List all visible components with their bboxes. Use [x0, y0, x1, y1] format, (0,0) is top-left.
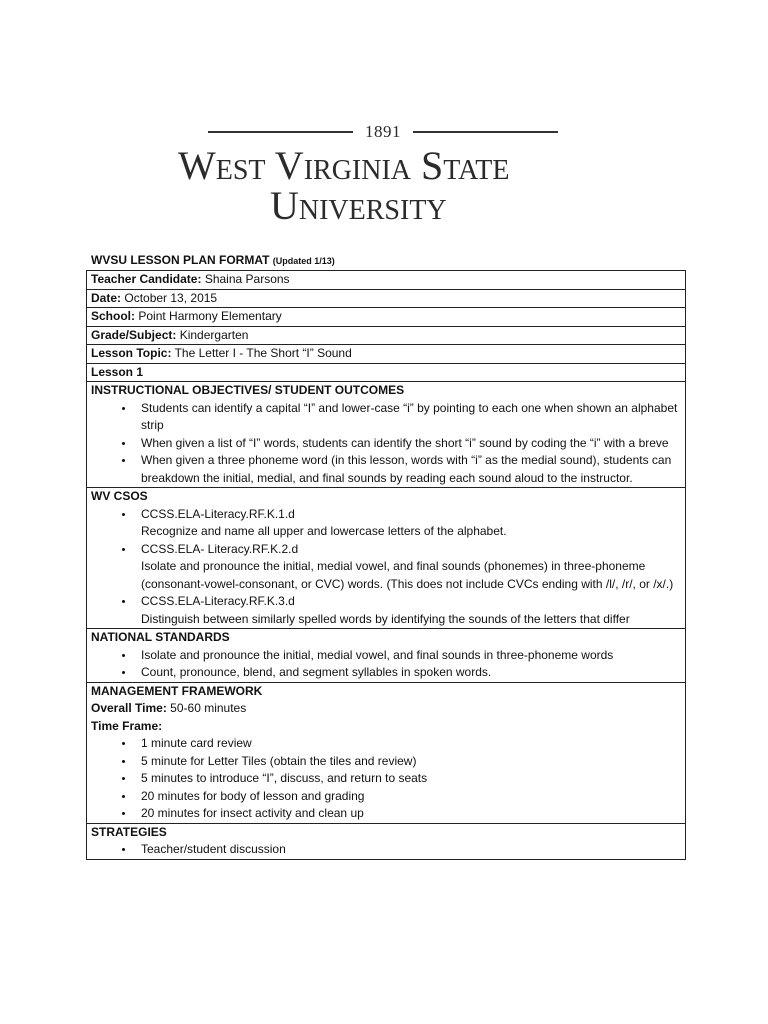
list-item	[135, 593, 681, 628]
row-grade	[87, 326, 686, 345]
list-item: • Count, pronounce, blend, and segment syllables in spoken words.	[135, 664, 681, 682]
row-national	[87, 629, 686, 683]
timeframe-list	[91, 735, 681, 823]
list-item: • Isolate and pronounce the initial, medial vowel, and final sounds in three-phoneme words	[135, 647, 681, 665]
logo-rule-right	[413, 131, 558, 133]
logo-line-1: West Virginia State	[178, 143, 510, 188]
document-updated: (Updated 1/13)	[272, 256, 335, 266]
row-date	[87, 289, 686, 308]
date-label: Date:	[91, 290, 122, 305]
csos-list	[91, 506, 681, 629]
management-heading: MANAGEMENT FRAMEWORK	[91, 683, 263, 698]
topic-value: The Letter I - The Short “I” Sound	[174, 346, 352, 360]
lesson-plan-table	[86, 270, 686, 860]
list-item: • Teacher/student discussion	[135, 841, 681, 859]
objectives-heading: INSTRUCTIONAL OBJECTIVES/ STUDENT OUTCOMES	[91, 383, 405, 397]
row-lesson	[87, 363, 686, 382]
lesson-plan-document	[86, 252, 686, 860]
logo-year-line	[208, 122, 558, 142]
lesson-number: Lesson 1	[91, 364, 144, 379]
teacher-label: Teacher Candidate:	[91, 272, 202, 286]
list-item	[135, 506, 681, 541]
list-item: • 1 minute card review	[135, 735, 681, 753]
row-management	[87, 682, 686, 823]
strategies-list	[91, 841, 681, 859]
row-teacher	[87, 271, 686, 290]
national-heading: NATIONAL STANDARDS	[91, 630, 230, 644]
cso-text: Recognize and name all upper and lowercase letters of the alphabet.	[141, 524, 507, 538]
list-item	[135, 541, 681, 594]
row-topic	[87, 345, 686, 364]
logo-line-2: University	[270, 183, 447, 228]
timeframe-label: Time Frame:	[91, 718, 163, 733]
overall-time-label: Overall Time:	[91, 701, 167, 715]
list-item: • Students can identify a capital “I” and lower-case “i” by pointing to each one when shown an alphabet strip	[135, 400, 681, 435]
national-list	[91, 647, 681, 682]
logo-year: 1891	[365, 122, 401, 141]
list-item: • When given a list of “I” words, students can identify the short “i” sound by coding the “i” with a breve	[135, 435, 681, 453]
list-item: • 5 minute for Letter Tiles (obtain the tiles and review)	[135, 753, 681, 771]
csos-heading: WV CSOS	[91, 489, 148, 503]
strategies-heading: STRATEGIES	[91, 824, 167, 839]
cso-text: Isolate and pronounce the initial, medial vowel, and final sounds (phonemes) in three-phoneme (consonant-vowel-consonant, or CVC) words. (This does not include CVCs ending with /l/, /r/, or /x/.)	[141, 559, 674, 591]
row-strategies	[87, 823, 686, 859]
row-school	[87, 308, 686, 327]
teacher-value: Shaina Parsons	[204, 272, 290, 286]
grade-value: Kindergarten	[179, 327, 249, 342]
university-logo	[160, 118, 600, 238]
logo-rule-left	[208, 131, 353, 133]
overall-time-value: 50-60 minutes	[170, 701, 247, 715]
grade-label: Grade/Subject:	[91, 327, 177, 342]
list-item: • 20 minutes for insect activity and clean up	[135, 805, 681, 823]
document-title: WVSU LESSON PLAN FORMAT	[91, 253, 270, 267]
cso-code: • CCSS.ELA- Literacy.RF.K.2.d	[141, 541, 299, 556]
topic-label: Lesson Topic:	[91, 346, 172, 360]
document-header	[86, 252, 686, 270]
school-label: School:	[91, 309, 135, 323]
row-csos	[87, 488, 686, 629]
school-value: Point Harmony Elementary	[138, 309, 282, 323]
date-value: October 13, 2015	[124, 290, 218, 305]
list-item: • 20 minutes for body of lesson and grading	[135, 788, 681, 806]
cso-text: Distinguish between similarly spelled words by identifying the sounds of the letters that differ	[141, 611, 630, 626]
list-item: • 5 minutes to introduce “I”, discuss, and return to seats	[135, 770, 681, 788]
list-item: • When given a three phoneme word (in this lesson, words with “i” as the medial sound), students can breakdown the initial, medial, and final sounds by reading each sound aloud to the instructor.	[135, 452, 681, 487]
cso-code: • CCSS.ELA-Literacy.RF.K.1.d	[141, 506, 295, 521]
row-objectives	[87, 382, 686, 488]
objectives-list	[91, 400, 681, 488]
cso-code: • CCSS.ELA-Literacy.RF.K.3.d	[141, 594, 295, 608]
